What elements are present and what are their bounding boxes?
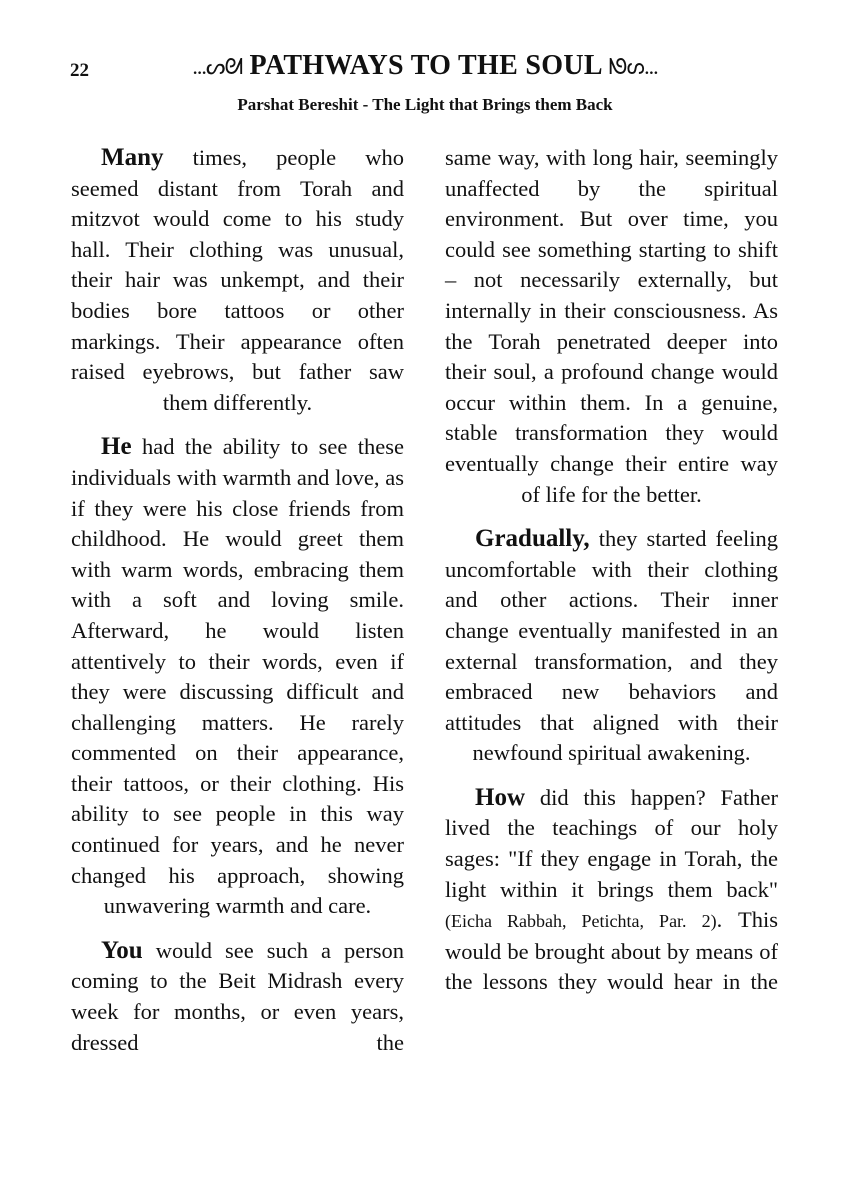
- paragraph-text: times, people who seemed distant from Torah and mitzvot would come to his study hall. Their clothing was unusual, their hair was unkempt, and their bodies bore tattoos or other markings. Their appearance often raised eyebrows, but father saw them differently.: [71, 145, 404, 415]
- paragraph-you: [71, 936, 404, 1058]
- flourish-right-ornament: ᘚᔕ...: [608, 54, 658, 79]
- flourish-left-ornament: ...ᔕᘛ: [192, 54, 243, 79]
- running-header: [130, 50, 720, 82]
- source-citation: (Eicha Rabbah, Petichta, Par. 2): [445, 911, 717, 932]
- paragraph-many: [71, 143, 404, 418]
- paragraph-text: . This would be brought about by means of the lessons they would hear in the: [445, 907, 778, 995]
- lead-word: How: [475, 783, 525, 811]
- right-column: [445, 143, 778, 1012]
- paragraph-gradually: [445, 524, 778, 769]
- paragraph-text: had the ability to see these individuals with warmth and love, as if they were his close friends from childhood. He would greet them with warm words, embracing them with a soft and loving smile. Afterward, he would listen attentively to their words, even if they were discussing difficult and challenging matters. He rarely commented on their appearance, their tattoos, or their clothing. His ability to see people in this way continued for years, and he never changed his approach, showing unwavering warmth and care.: [71, 434, 404, 919]
- left-column: [71, 143, 404, 1072]
- paragraph-text: did this happen? Father lived the teachings of our holy sages: "If they engage in Torah, the light within it brings them back": [445, 784, 778, 902]
- lead-word: Gradually,: [475, 525, 590, 553]
- lead-word: You: [101, 936, 143, 964]
- paragraph-text: same way, with long hair, seemingly unaffected by the spiritual environment. But over time, you could see something starting to shift – not necessarily externally, but internally in their consciousness. As the Torah penetrated deeper into their soul, a profound change would occur within them. In a genuine, stable transformation they would eventually change their entire way of life for the better.: [445, 145, 778, 507]
- book-title: PATHWAYS TO THE SOUL: [249, 50, 602, 81]
- chapter-subtitle: Parshat Bereshit - The Light that Brings them Back: [237, 95, 613, 114]
- page-number: 22: [70, 60, 89, 81]
- lead-word: He: [101, 433, 132, 461]
- paragraph-text: would see such a person coming to the Beit Midrash every week for months, or even years, dressed the: [71, 937, 404, 1055]
- lead-word: Many: [101, 144, 164, 171]
- paragraph-text: they started feeling uncomfortable with their clothing and other actions. Their inner change eventually manifested in an external transformation, and they embraced new behaviors and attitudes that aligned with their newfound spiritual awakening.: [445, 526, 778, 766]
- paragraph-continued: [445, 143, 778, 510]
- paragraph-he: [71, 432, 404, 922]
- paragraph-how: [445, 783, 778, 998]
